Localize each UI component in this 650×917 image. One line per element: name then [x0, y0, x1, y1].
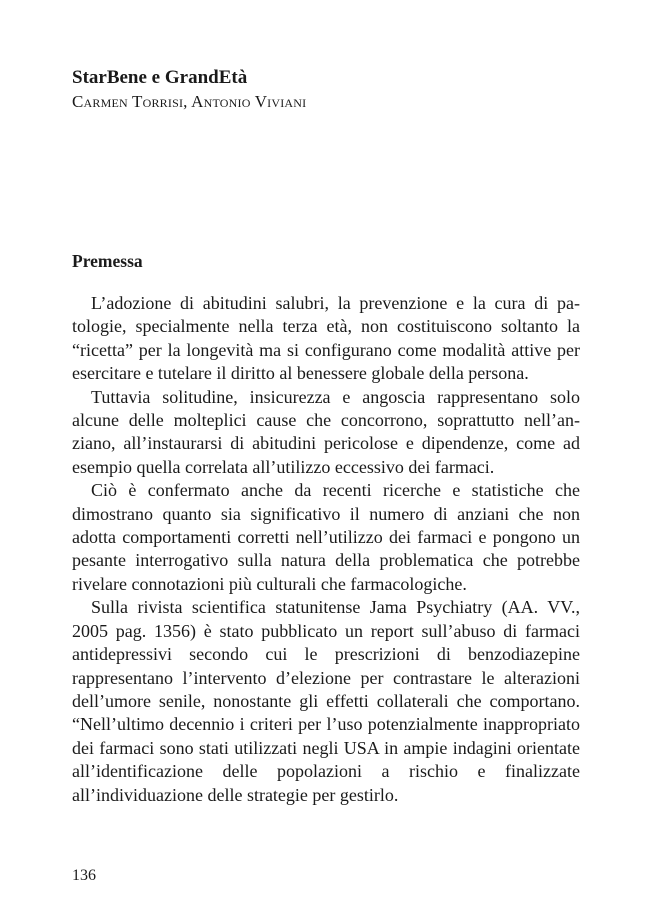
page-number: 136 — [72, 867, 96, 884]
paragraph-2: Tuttavia solitudine, insicurezza e angoscia rappresentano solo alcune delle molteplici cause che concorrono, soprattutto nell’anziano, all’instaurarsi di abitudini pericolose e dipendenze, come ad esempio quella correlata all’utilizzo eccessivo dei farmaci. — [72, 386, 580, 477]
body-text — [72, 292, 580, 807]
chapter-title: StarBene e GrandEtà — [72, 67, 248, 88]
paragraph-3: Ciò è confermato anche da recenti ricerche e statistiche che dimostrano quanto sia significativo il numero di anziani che non adotta comportamenti corretti nell’utilizzo dei farmaci e pongono un pesante interrogativo sulla natura della problematica che potrebbe rivelare connotazioni più culturali che farmacologiche. — [72, 480, 580, 594]
chapter-authors: Carmen Torrisi, Antonio Viviani — [72, 92, 307, 111]
section-heading: Premessa — [72, 251, 143, 271]
paragraph-4: Sulla rivista scientifica statunitense Jama Psychiatry (AA. VV., 2005 pag. 1356) è stato pubblicato un report sull’abuso di farmaci antidepressivi secondo cui le prescrizioni di benzodiazepine rappresentano l’intervento d’elezione per contrastare le alterazioni dell’umore senile, nonostante gli effetti collaterali che comportano. “Nell’ultimo decennio i criteri per l’uso potenzialmente inappropriato dei farmaci sono stati utilizzati negli USA in ampie indagini orientate all’identificazione delle popolazioni a rischio e finalizzate all’individuazione delle strategie per gestirlo. — [72, 597, 580, 805]
paragraph-1: L’adozione di abitudini salubri, la prevenzione e la cura di patologie, specialmente nella terza età, non costituiscono soltanto la “ricetta” per la longevità ma si configurano come modalità attive per esercitare e tutelare il diritto al benessere globale della persona. — [72, 293, 580, 384]
